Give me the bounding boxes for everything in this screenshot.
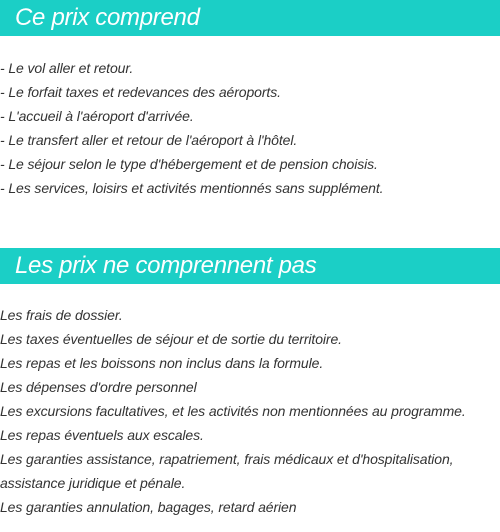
excluded-items-list: [0, 303, 500, 519]
excluded-item: Les repas éventuels aux escales.: [0, 427, 204, 443]
included-item: - Le séjour selon le type d'hébergement et de pension choisis.: [0, 156, 378, 172]
included-section-title: Ce prix comprend: [0, 0, 500, 36]
excluded-item: assistance juridique et pénale.: [0, 475, 186, 491]
included-item: - Le transfert aller et retour de l'aéroport à l'hôtel.: [0, 132, 298, 148]
included-item: - L'accueil à l'aéroport d'arrivée.: [0, 108, 194, 124]
excluded-item: Les taxes éventuelles de séjour et de sortie du territoire.: [0, 331, 342, 347]
excluded-item: Les garanties annulation, bagages, retard aérien: [0, 499, 297, 515]
excluded-item: Les repas et les boissons non inclus dans la formule.: [0, 355, 324, 371]
included-item: - Les services, loisirs et activités mentionnés sans supplément.: [0, 180, 384, 196]
excluded-item: Les dépenses d'ordre personnel: [0, 379, 197, 395]
excluded-item: Les garanties assistance, rapatriement, frais médicaux et d'hospitalisation,: [0, 451, 454, 467]
excluded-item: Les frais de dossier.: [0, 307, 123, 323]
included-item: - Le forfait taxes et redevances des aéroports.: [0, 84, 281, 100]
included-items-list: [0, 56, 500, 200]
excluded-section-title: Les prix ne comprennent pas: [0, 248, 500, 284]
excluded-item: Les excursions facultatives, et les activités non mentionnées au programme.: [0, 403, 466, 419]
included-item: - Le vol aller et retour.: [0, 60, 134, 76]
